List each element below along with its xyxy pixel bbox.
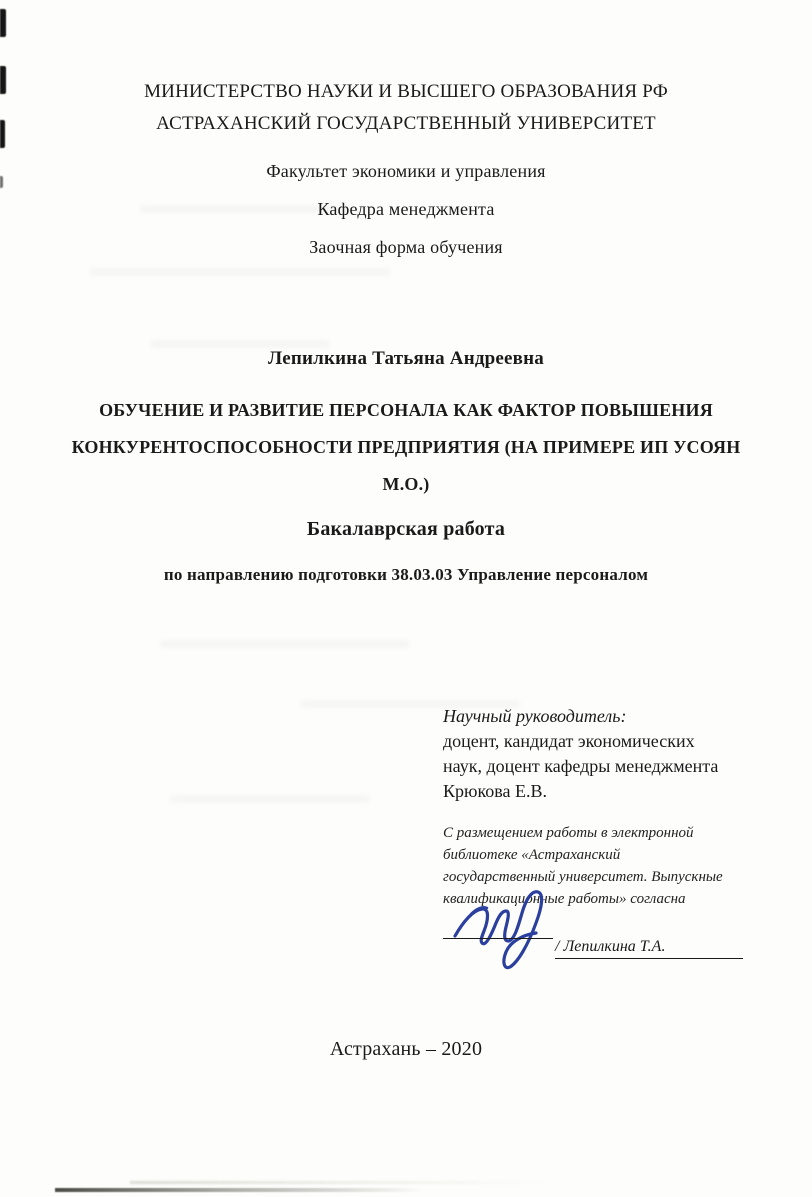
bleedthrough-artifact: [170, 795, 370, 803]
signature-row: [443, 896, 743, 955]
work-type: Бакалаврская работа: [306, 518, 506, 540]
signature-name: Лепилкина Т.А.: [563, 938, 666, 955]
supervisor-line2: наук, доцент кафедры менеджмента: [443, 756, 719, 776]
supervisor-line3: Крюкова Е.В.: [443, 781, 548, 801]
signature-separator: /: [555, 938, 564, 955]
city-year-line: Астрахань – 2020: [329, 1038, 483, 1060]
department-line: Кафедра менеджмента: [317, 199, 495, 219]
thesis-title-line1: ОБУЧЕНИЕ И РАЗВИТИЕ ПЕРСОНАЛА КАК ФАКТОР ПОВЫШЕНИЯ: [99, 400, 713, 420]
signature-name-line: [555, 938, 743, 959]
supervisor-block: [443, 704, 773, 804]
thesis-title-line3: М.О.): [382, 474, 430, 494]
consent-line4: квалификационные работы» согласна: [443, 891, 686, 907]
signature-line: [443, 938, 553, 939]
handwritten-signature-ink: [451, 884, 564, 970]
scan-edge-artifact: [0, 9, 6, 37]
author-name: Лепилкина Татьяна Андреевна: [268, 348, 544, 369]
consent-line2: библиотеке «Астраханский: [443, 847, 621, 863]
consent-line3: государственный университет. Выпускные: [443, 869, 723, 885]
faculty-line: Факультет экономики и управления: [266, 161, 546, 181]
supervisor-line1: доцент, кандидат экономических: [443, 731, 695, 751]
study-form-line: Заочная форма обучения: [309, 237, 503, 257]
program-line: по направлению подготовки 38.03.03 Управление персоналом: [163, 565, 649, 584]
university-line: АСТРАХАНСКИЙ ГОСУДАРСТВЕННЫЙ УНИВЕРСИТЕТ: [156, 113, 656, 134]
bleedthrough-artifact: [160, 640, 410, 648]
scan-bottom-artifact: [55, 1188, 425, 1192]
bleedthrough-artifact: [90, 268, 390, 276]
thesis-title-line2: КОНКУРЕНТОСПОСОБНОСТИ ПРЕДПРИЯТИЯ (НА ПРИМЕРЕ ИП УСОЯН: [71, 437, 741, 457]
ministry-line: МИНИСТЕРСТВО НАУКИ И ВЫСШЕГО ОБРАЗОВАНИЯ РФ: [144, 81, 668, 102]
bleedthrough-artifact: [150, 340, 330, 348]
supervisor-label: Научный руководитель:: [443, 706, 627, 726]
scan-bottom-artifact: [130, 1181, 550, 1184]
consent-line1: С размещением работы в электронной: [443, 825, 694, 841]
